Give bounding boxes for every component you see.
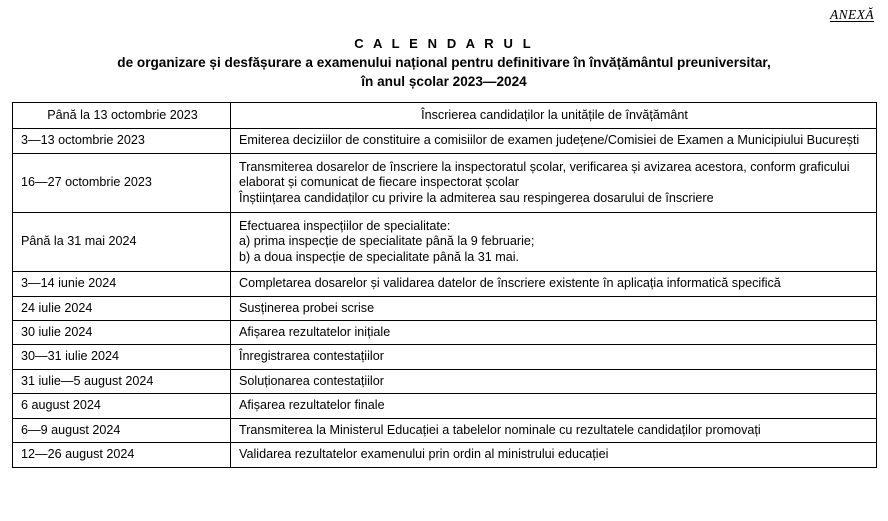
table-row <box>13 129 877 153</box>
row-date-cell: 16—27 octombrie 2023 <box>13 153 231 212</box>
document-title-line3: în anul școlar 2023—2024 <box>361 74 527 89</box>
row-description-line: b) a doua inspecție de specialitate până la 31 mai. <box>239 249 520 264</box>
row-description-cell <box>231 153 877 212</box>
table-row <box>13 296 877 320</box>
row-date-cell: 30 iulie 2024 <box>13 321 231 345</box>
annex-label: ANEXĂ <box>830 7 874 22</box>
header-date-cell: Până la 13 octombrie 2023 <box>13 103 231 129</box>
table-row <box>13 272 877 296</box>
table-row <box>13 321 877 345</box>
row-date-cell: 31 iulie—5 august 2024 <box>13 369 231 393</box>
row-date-cell: 3—13 octombrie 2023 <box>13 129 231 153</box>
table-row <box>13 394 877 418</box>
row-description-cell: Completarea dosarelor și validarea datelor de înscriere existente în aplicația informatică specifică <box>231 272 877 296</box>
row-description-cell: Validarea rezultatelor examenului prin ordin al ministrului educației <box>231 443 877 467</box>
table-header-row <box>13 103 877 129</box>
row-description-cell: Emiterea deciziilor de constituire a comisiilor de examen județene/Comisiei de Examen a Municipiului București <box>231 129 877 153</box>
row-description-cell: Înregistrarea contestațiilor <box>231 345 877 369</box>
row-description-cell: Transmiterea la Ministerul Educației a tabelelor nominale cu rezultatele candidaților promovați <box>231 418 877 442</box>
row-date-cell: 24 iulie 2024 <box>13 296 231 320</box>
row-date-cell: 3—14 iunie 2024 <box>13 272 231 296</box>
table-row <box>13 153 877 212</box>
row-date-cell: 6 august 2024 <box>13 394 231 418</box>
row-description-cell: Soluționarea contestațiilor <box>231 369 877 393</box>
table-row <box>13 418 877 442</box>
row-description-cell <box>231 213 877 272</box>
table-row <box>13 345 877 369</box>
row-date-cell: 12—26 august 2024 <box>13 443 231 467</box>
row-description-line: Transmiterea dosarelor de înscriere la inspectoratul școlar, verificarea și avizarea acestora, conform graficului elaborat și comunicat de fiecare inspectorat școlar <box>239 159 850 190</box>
calendar-table <box>12 102 877 468</box>
document-title-main: C A L E N D A R U L <box>354 36 534 51</box>
row-description-cell: Susținerea probei scrise <box>231 296 877 320</box>
row-description-cell: Afișarea rezultatelor inițiale <box>231 321 877 345</box>
table-row <box>13 443 877 467</box>
document-title-line2: de organizare și desfășurare a examenului național pentru definitivare în învățământul preuniversitar, <box>117 55 771 70</box>
table-row <box>13 369 877 393</box>
document-title-block <box>0 34 888 91</box>
calendar-table-body <box>13 103 877 468</box>
row-description-cell: Afișarea rezultatelor finale <box>231 394 877 418</box>
row-description-line: a) prima inspecție de specialitate până la 9 februarie; <box>239 234 535 249</box>
row-description-line: Efectuarea inspecțiilor de specialitate: <box>239 219 451 234</box>
row-date-cell: Până la 31 mai 2024 <box>13 213 231 272</box>
row-description-line: Înștiințarea candidaților cu privire la admiterea sau respingerea dosarului de înscriere <box>239 190 714 205</box>
table-row <box>13 213 877 272</box>
header-description-cell: Înscrierea candidaților la unitățile de învățământ <box>231 103 877 129</box>
row-date-cell: 6—9 august 2024 <box>13 418 231 442</box>
annex-label-container <box>830 6 874 24</box>
row-date-cell: 30—31 iulie 2024 <box>13 345 231 369</box>
